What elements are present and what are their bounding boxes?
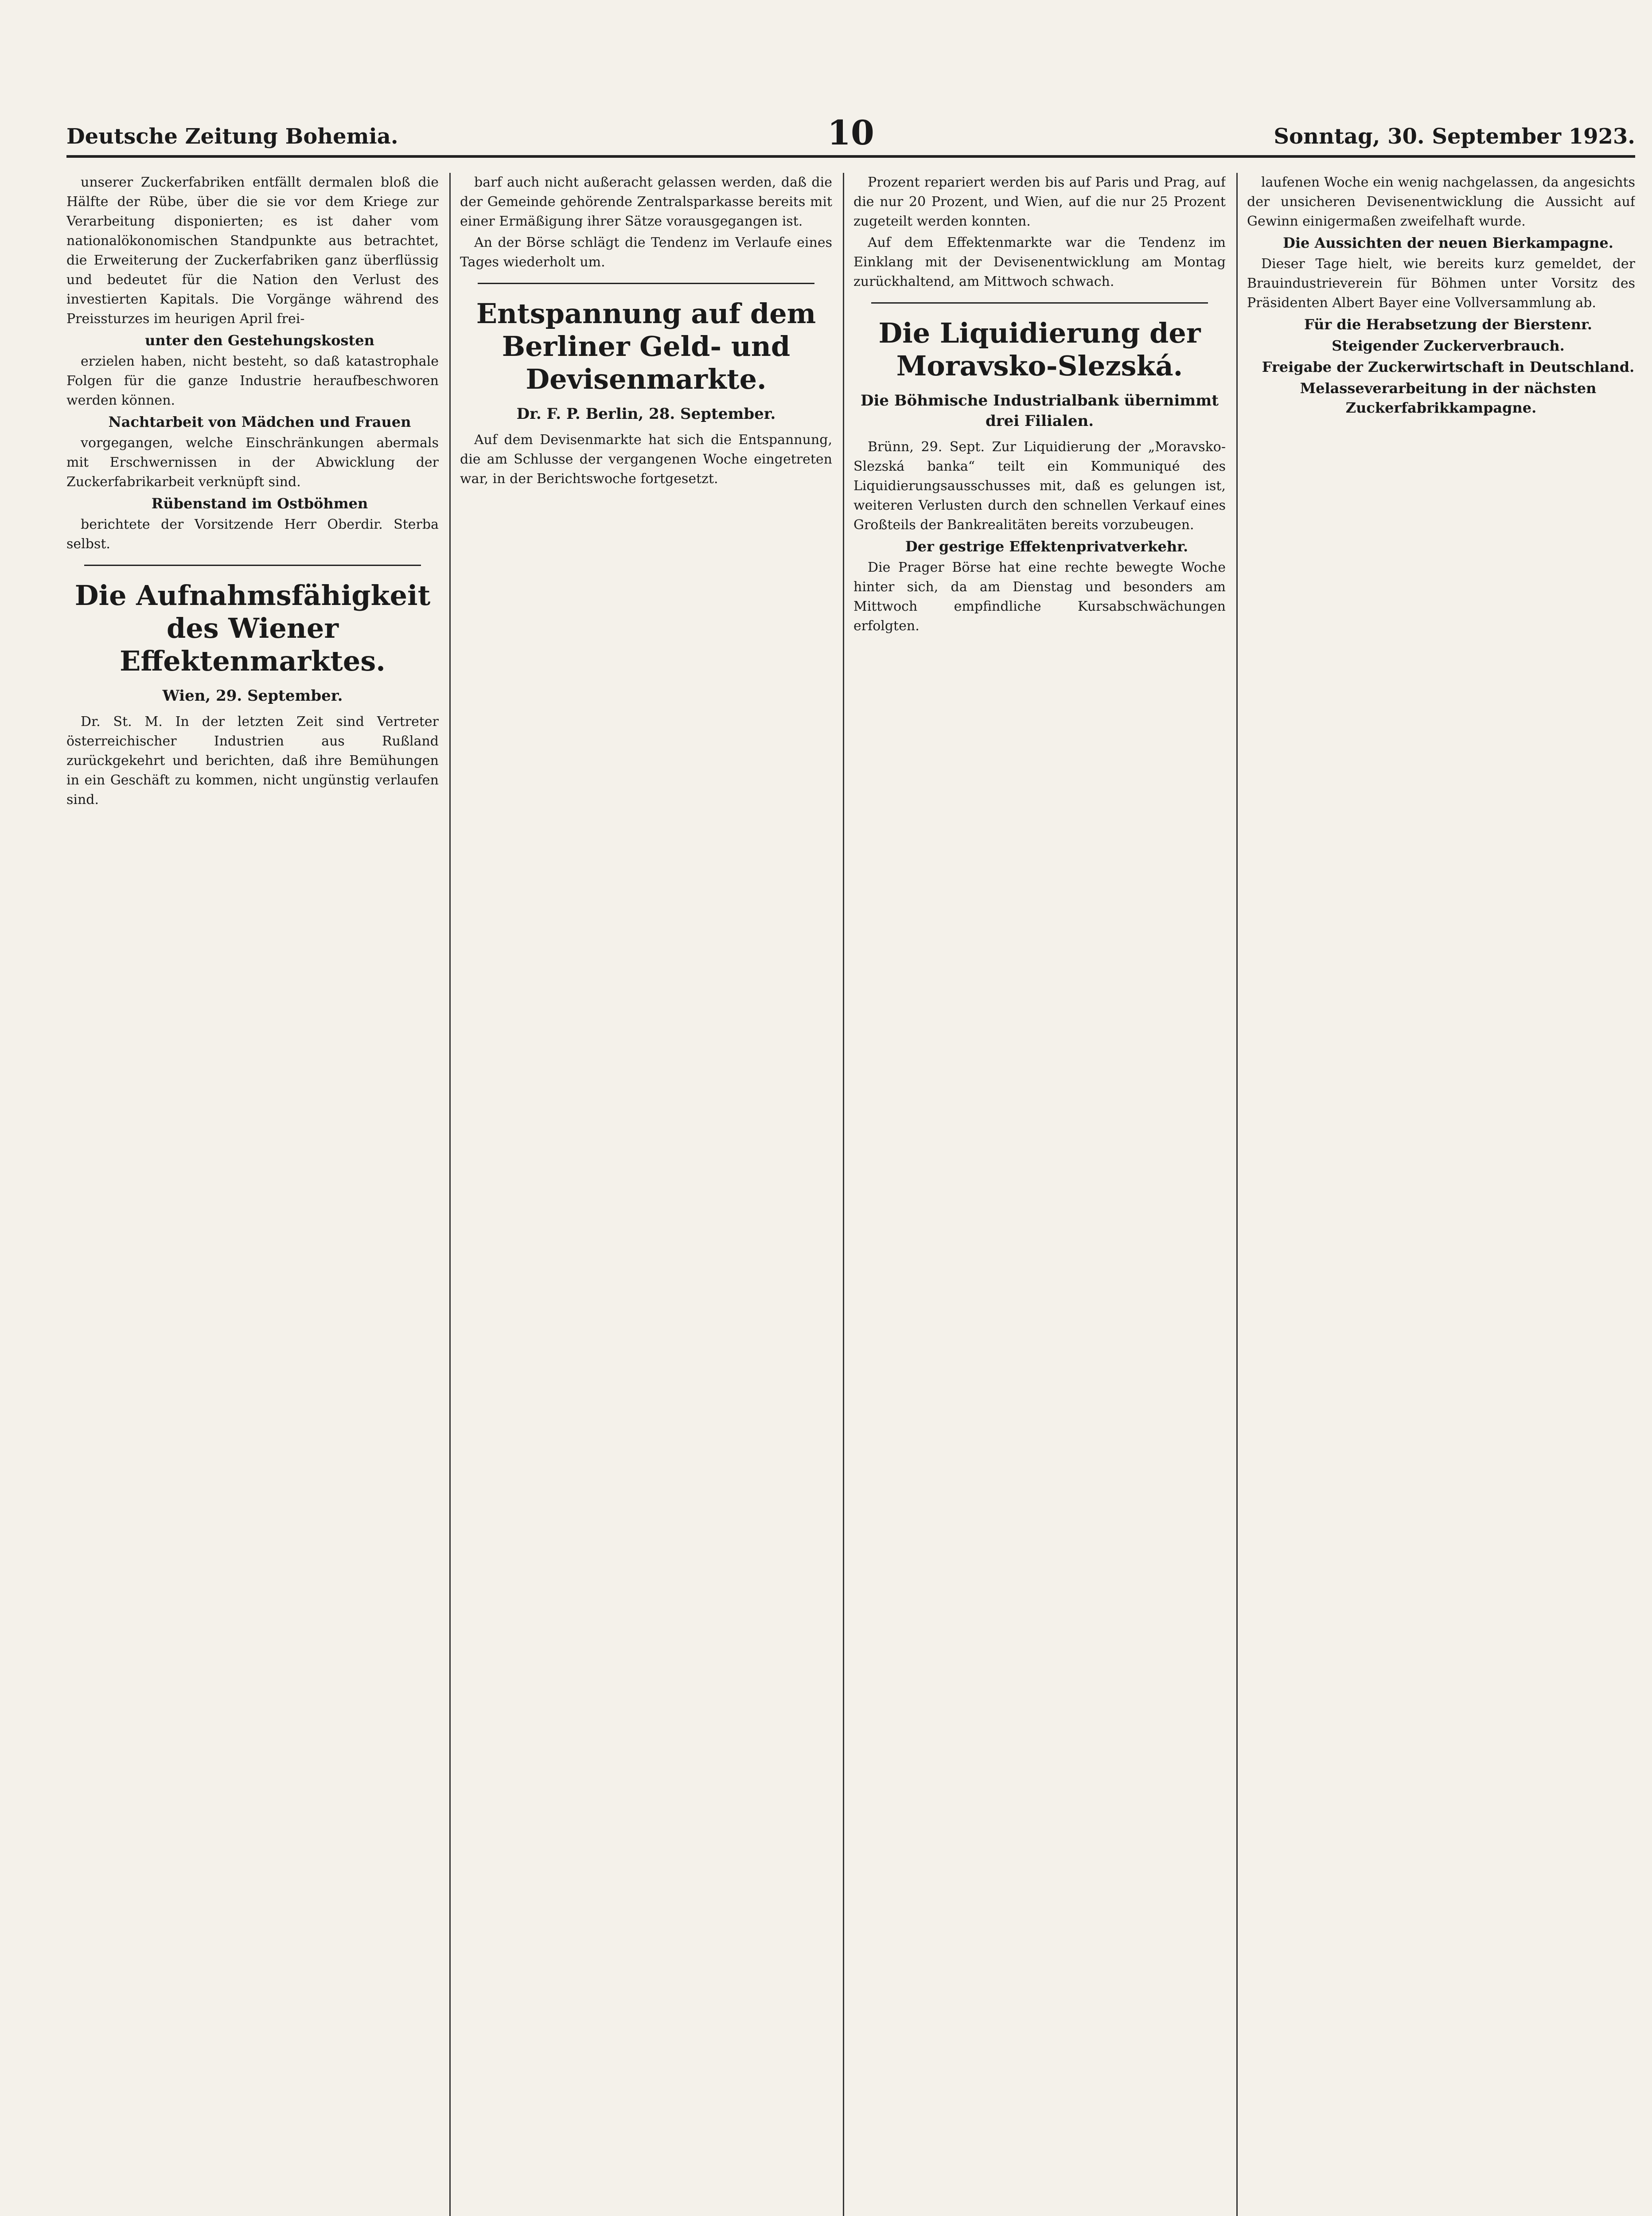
paper-title: Deutsche Zeitung Bohemia. <box>66 124 398 149</box>
section-subheading: Steigender Zuckerverbrauch. <box>1332 337 1565 354</box>
paragraph: unserer Zuckerfabriken entfällt dermalen bloß die Hälfte der Rübe, über die sie vor dem Kriege zur Verarbeitung disponierten; es ist daher vom nationalökonomischen Standpunkte aus betrachtet, die Erweiterung der Zuckerfabriken ganz überflüssig und bedeutet für die Nation den Verlust des investierten Kapitals. Die Vorgänge während des Preissturzes im heurigen April frei- <box>66 175 439 327</box>
column-rule <box>1236 173 1238 2216</box>
article-heading: Die Aufnahmsfähigkeit des Wiener Effektenmarktes. <box>74 579 431 677</box>
article-heading: Entspannung auf dem Berliner Geld- und Devisenmarkte. <box>476 297 816 395</box>
paragraph: Brünn, 29. Sept. Zur Liquidierung der „Moravsko-Slezská banka“ teilt ein Kommuniqué des Liquidierungsausschusses mit, daß es gelungen ist, weiteren Verlusten durch den schnellen Verkauf eines Großteils der Bankrealitäten bereits vorzubeugen. <box>853 439 1226 533</box>
masthead <box>66 106 1635 158</box>
column-rule <box>449 173 451 2216</box>
article-subtitle: Die Böhmische Industrialbank übernimmt drei Filialen. <box>861 392 1219 430</box>
paragraph: Dieser Tage hielt, wie bereits kurz gemeldet, der Brauindustrieverein für Böhmen unter Vorsitz des Präsidenten Albert Bayer eine Vollversammlung ab. <box>1247 256 1635 311</box>
article-divider <box>871 302 1208 304</box>
column-3 <box>853 173 1226 2216</box>
paragraph: barf auch nicht außeracht gelassen werden, daß die der Gemeinde gehörende Zentralsparkasse bereits mit einer Ermäßigung ihrer Sätze vorausgegangen ist. <box>460 175 832 229</box>
paragraph: erzielen haben, nicht besteht, so daß katastrophale Folgen für die ganze Industrie heraufbeschworen werden können. <box>66 354 439 408</box>
paragraph: Die Prager Börse hat eine rechte bewegte Woche hinter sich, da am Dienstag und besonders am Mittwoch empfindliche Kursabschwächungen erfolgten. <box>853 560 1226 634</box>
section-subheading: Nachtarbeit von Mädchen und Frauen <box>108 414 411 430</box>
section-subheading: Die Aussichten der neuen Bierkampagne. <box>1283 234 1613 251</box>
section-subheading: Freigabe der Zuckerwirtschaft in Deutschland. <box>1262 359 1635 375</box>
column-2 <box>460 173 832 2216</box>
issue-date: Sonntag, 30. September 1923. <box>1274 124 1635 149</box>
section-subheading: Der gestrige Effektenprivatverkehr. <box>905 538 1188 555</box>
article-divider <box>478 283 814 284</box>
section-subheading: Rübenstand im Ostböhmen <box>151 495 368 512</box>
page-number: 10 <box>827 113 874 152</box>
paragraph: An der Börse schlägt die Tendenz im Verlaufe eines Tages wiederholt um. <box>460 235 832 270</box>
paragraph: laufenen Woche ein wenig nachgelassen, da angesichts der unsicheren Devisenentwicklung die Aussicht auf Gewinn einigermaßen zweifelhaft wurde. <box>1247 175 1635 229</box>
section-subheading: unter den Gestehungskosten <box>145 332 374 349</box>
column-rule <box>843 173 844 2216</box>
paragraph: Dr. St. M. In der letzten Zeit sind Vertreter österreichischer Industrien aus Rußland zurückgekehrt und berichten, daß ihre Bemühungen in ein Geschäft zu kommen, nicht ungünstig verlaufen sind. <box>66 714 439 808</box>
dateline: Wien, 29. September. <box>162 687 343 705</box>
article-divider <box>84 565 421 566</box>
article-heading: Die Liquidierung der Moravsko-Slezská. <box>878 317 1201 382</box>
dateline: Dr. F. P. Berlin, 28. September. <box>516 405 776 423</box>
column-1 <box>66 173 439 2216</box>
section-subheading: Melasseverarbeitung in der nächsten Zuckerfabrikkampagne. <box>1300 380 1597 416</box>
paragraph: vorgegangen, welche Einschränkungen abermals mit Erschwernissen in der Abwicklung der Zuckerfabrikarbeit verknüpft sind. <box>66 435 439 490</box>
column-4 <box>1247 173 1635 2216</box>
newspaper-page <box>66 89 1635 2216</box>
paragraph: Prozent repariert werden bis auf Paris und Prag, auf die nur 20 Prozent, und Wien, auf die nur 25 Prozent zugeteilt werden konnten. <box>853 175 1226 229</box>
section-subheading: Für die Herabsetzung der Bierstenr. <box>1304 316 1593 333</box>
paragraph: berichtete der Vorsitzende Herr Oberdir. Sterba selbst. <box>66 517 439 552</box>
paragraph: Auf dem Effektenmarkte war die Tendenz im Einklang mit der Devisenentwicklung am Montag zurückhaltend, am Mittwoch schwach. <box>853 235 1226 289</box>
paragraph: Auf dem Devisenmarkte hat sich die Entspannung, die am Schlusse der vergangenen Woche eingetreten war, in der Berichtswoche fortgesetzt. <box>460 432 832 487</box>
